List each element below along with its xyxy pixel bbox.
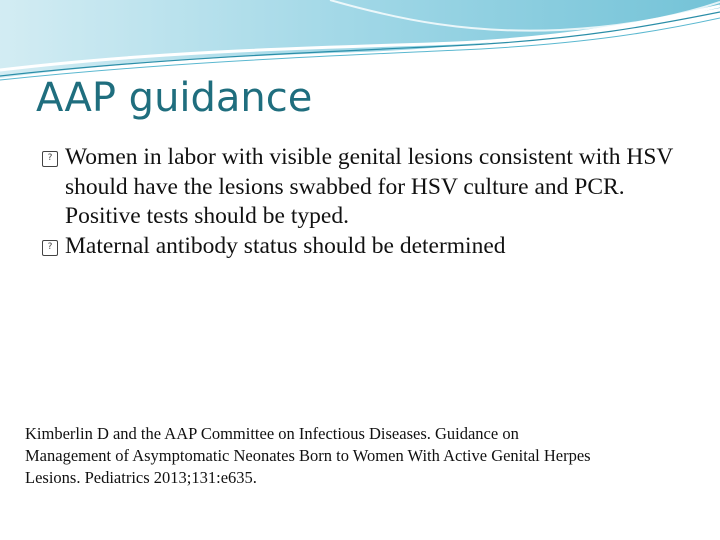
bullet-list bbox=[42, 143, 692, 261]
slide-title: AAP guidance bbox=[36, 75, 313, 121]
missing-glyph-box-icon: ? bbox=[42, 240, 58, 256]
bullet-text: Maternal antibody status should be determined bbox=[65, 232, 506, 259]
bullet-text: Women in labor with visible genital lesions consistent with HSV should have the lesions swabbed for HSV culture and PCR. Positive tests should be typed. bbox=[65, 144, 673, 229]
bullet-item bbox=[42, 143, 692, 232]
bullet-item bbox=[42, 232, 692, 262]
missing-glyph-box-icon: ? bbox=[42, 151, 58, 167]
citation-text: Kimberlin D and the AAP Committee on Infectious Diseases. Guidance on Management of Asymptomatic Neonates Born to Women With Active Genital Herpes Lesions. Pediatrics 2013;131:e635. bbox=[25, 424, 591, 487]
